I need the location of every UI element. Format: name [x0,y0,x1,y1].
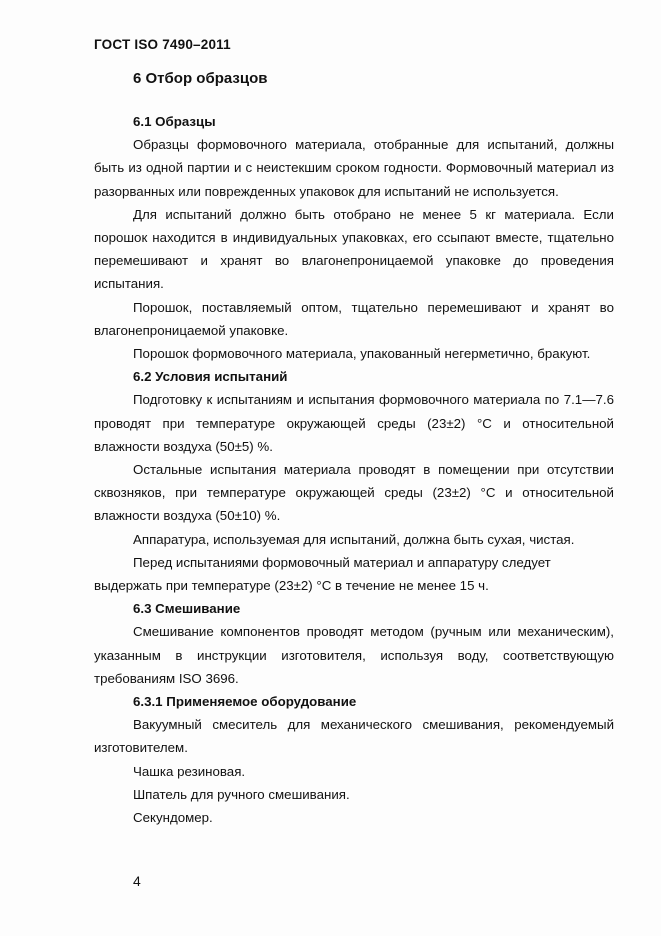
paragraph-line: выдержать при температуре (23±2) °С в течение не менее 15 ч. [94,578,489,594]
subsection-heading-6-1: 6.1 Образцы [133,114,216,129]
equipment-item: Чашка резиновая. [133,763,246,779]
paragraph: Порошок, поставляемый оптом, тщательно перемешивают и хранят во влагонепроницаемой упаковке. [94,299,614,338]
subsection-heading-6-2: 6.2 Условия испытаний [133,369,288,385]
equipment-item: Шпатель для ручного смешивания. [133,786,350,802]
subsection-heading-6-3: 6.3 Смешивание [133,601,241,617]
paragraph: Подготовку к испытаниям и испытания формовочного материала по 7.1—7.6 проводят при температуре окружающей среды (23±2) °С и относительной влажности воздуха (50±5) %. [94,392,614,454]
page-number: 4 [133,873,141,889]
document-header: ГОСТ ISO 7490–2011 [94,37,231,52]
paragraph: Для испытаний должно быть отобрано не менее 5 кг материала. Если порошок находится в индивидуальных упаковках, его ссыпают вместе, тщательно перемешивают и хранят во влагонепроницаемой упаковке до проведения испытания. [94,206,614,292]
paragraph: Вакуумный смеситель для механического смешивания, рекомендуемый изготовителем. [94,717,614,756]
paragraph: Порошок формовочного материала, упакованный негерметично, бракуют. [133,346,591,362]
paragraph: Образцы формовочного материала, отобранные для испытаний, должны быть из одной партии и с неистекшим сроком годности. Формовочный материал из разорванных или поврежденных упаковок для испытаний не используется. [94,137,614,199]
equipment-item: Секундомер. [133,810,213,826]
paragraph: Смешивание компонентов проводят методом (ручным или механическим), указанным в инструкции изготовителя, используя воду, соответствующую требованиям ISO 3696. [94,624,614,686]
paragraph: Остальные испытания материала проводят в помещении при отсутствии сквозняков, при температуре окружающей среды (23±2) °С и относительной влажности воздуха (50±10) %. [94,462,614,524]
paragraph: Аппаратура, используемая для испытаний, должна быть сухая, чистая. [133,531,575,547]
subsection-heading-6-3-1: 6.3.1 Применяемое оборудование [133,694,357,710]
section-title: 6 Отбор образцов [133,70,268,87]
paragraph-line: Перед испытаниями формовочный материал и аппаратуру следует [133,554,551,570]
document-body [94,110,614,829]
